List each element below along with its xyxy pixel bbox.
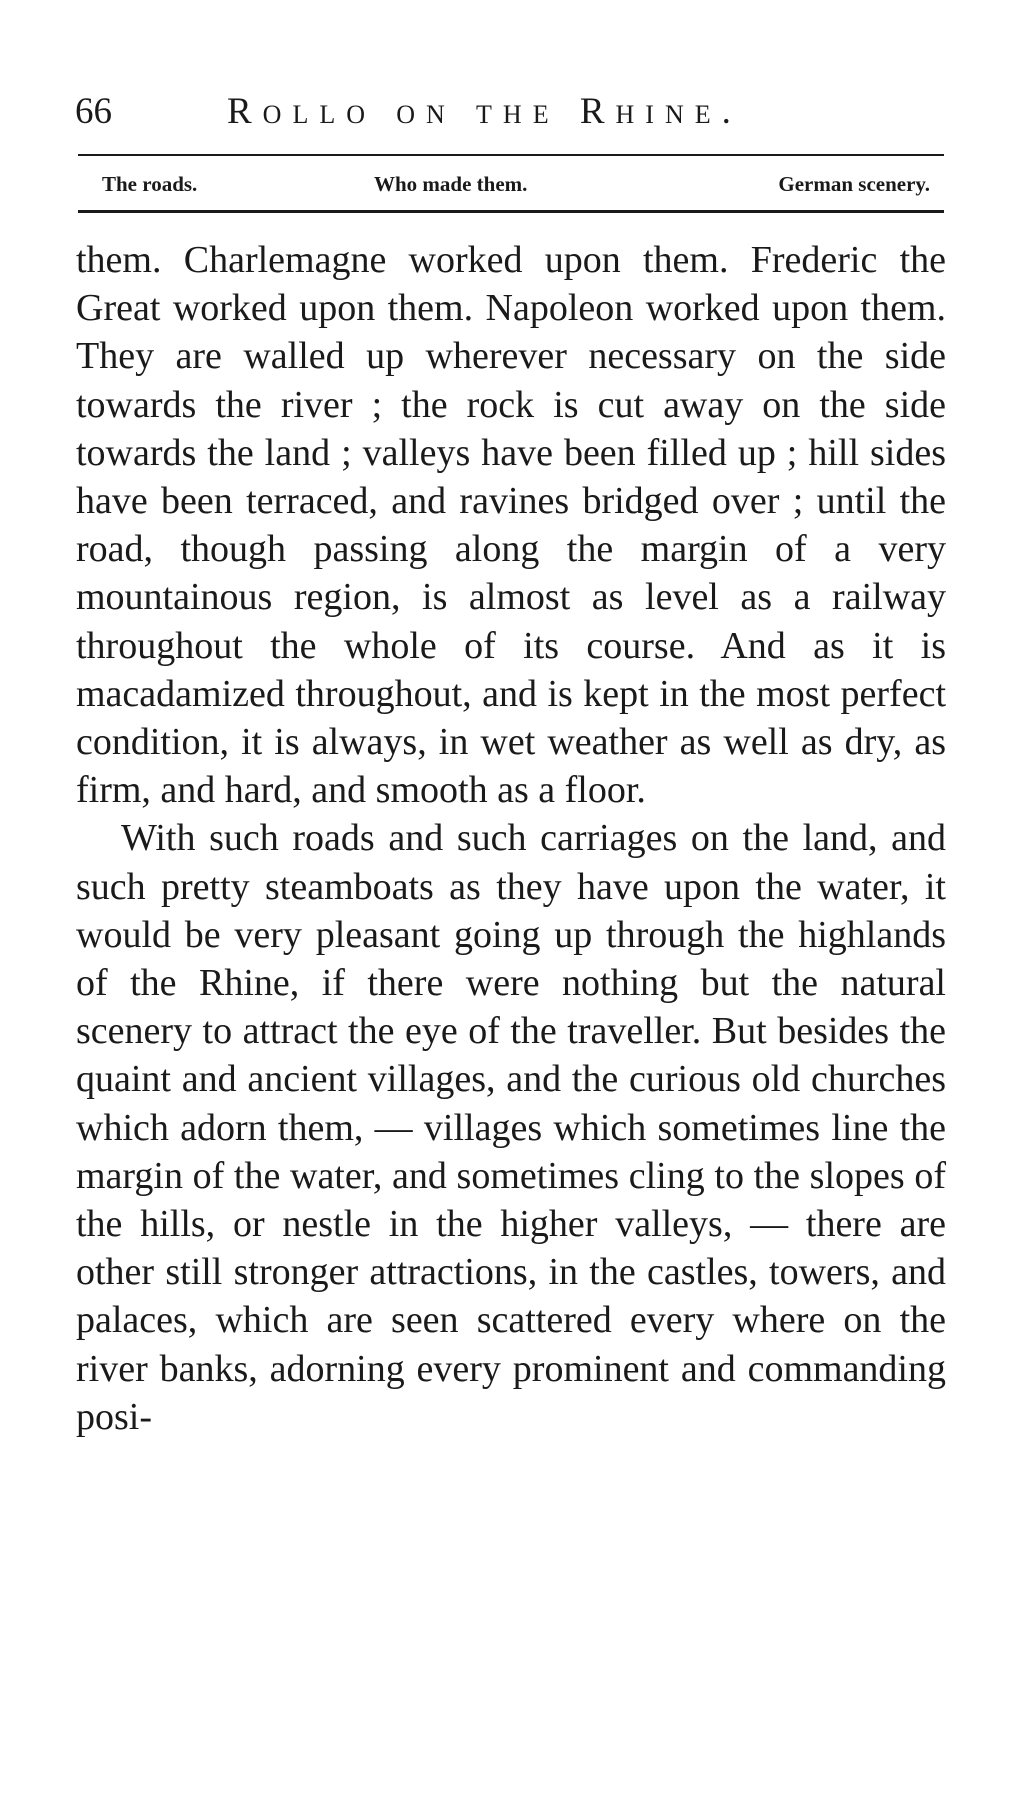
- paragraph: With such roads and such carriages on the land, and such pretty steamboats as they have upon the water, it would be very pleasant going up through the highlands of the Rhine, if there were nothing but the natural scenery to attract the eye of the traveller. But besides the quaint and ancient villages, and the curious old churches which adorn them, — villages which sometimes line the margin of the water, and sometimes cling to the slopes of the hills, or nestle in the higher valleys, — there are other still stronger attractions, in the castles, towers, and palaces, which are seen scattered every where on the river banks, adorning every prominent and commanding posi-: [76, 817, 946, 1438]
- book-title: Rollo on the Rhine.: [227, 91, 742, 132]
- body-text: [76, 236, 946, 1441]
- topic-line: [78, 164, 944, 204]
- topic-roads: The roads.: [102, 172, 198, 196]
- running-head: [75, 86, 945, 146]
- header-rule-bottom: [78, 210, 944, 213]
- page-number: 66: [75, 91, 112, 132]
- topic-german-scenery: German scenery.: [778, 172, 930, 196]
- header-rule-top: [78, 154, 944, 156]
- paragraph-continued: them. Charlemagne worked upon them. Frederic the Great worked upon them. Napoleon worked upon them. They are walled up wherever necessary on the side towards the river ; the rock is cut away on the side towards the land ; valleys have been filled up ; hill sides have been terraced, and ravines bridged over ; until the road, though passing along the margin of a very mountainous region, is almost as level as a railway throughout the whole of its course. And as it is macadamized throughout, and is kept in the most perfect condition, it is always, in wet weather as well as dry, as firm, and hard, and smooth as a floor.: [76, 239, 946, 812]
- topic-who-made-them: Who made them.: [374, 172, 528, 196]
